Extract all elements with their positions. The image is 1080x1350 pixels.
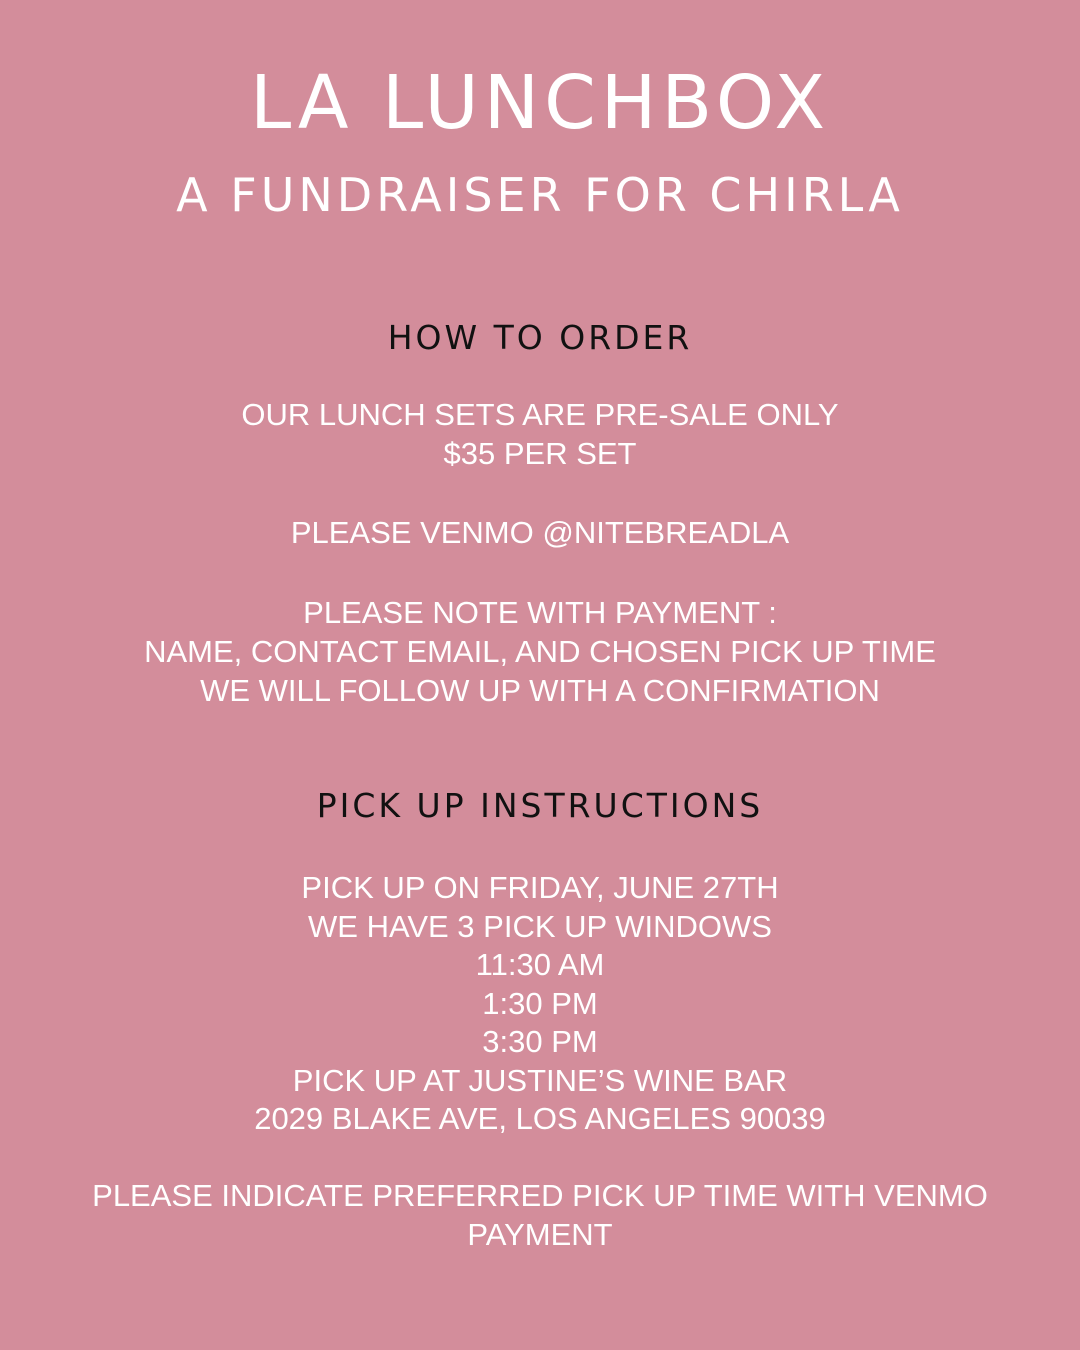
note-line: WE WILL FOLLOW UP WITH A CONFIRMATION: [200, 673, 880, 708]
payment-note: [0, 593, 1080, 710]
pick-up-location: PICK UP AT JUSTINE’S WINE BAR: [292, 1062, 788, 1098]
pick-up-heading: PICK UP INSTRUCTIONS: [316, 786, 764, 825]
pick-up-time: 3:30 PM: [482, 1024, 598, 1059]
pick-up-address: 2029 BLAKE AVE, LOS ANGELES 90039: [254, 1101, 826, 1136]
note-line: PLEASE NOTE WITH PAYMENT :: [303, 595, 777, 630]
presale-info: [0, 395, 1080, 473]
preferred-time-note: [0, 1176, 1080, 1254]
pick-up-details: [0, 869, 1080, 1139]
pick-up-line: WE HAVE 3 PICK UP WINDOWS: [308, 908, 772, 944]
final-note-line: PLEASE INDICATE PREFERRED PICK UP TIME WITH VENMO: [92, 1178, 988, 1213]
note-line: NAME, CONTACT EMAIL, AND CHOSEN PICK UP TIME: [144, 634, 936, 669]
pick-up-time: 1:30 PM: [482, 985, 598, 1021]
final-note-line: PAYMENT: [467, 1217, 613, 1252]
price-line: $35 PER SET: [443, 436, 637, 471]
how-to-order-heading: HOW TO ORDER: [387, 318, 693, 357]
presale-line: OUR LUNCH SETS ARE PRE-SALE ONLY: [241, 397, 839, 432]
poster-title: LA LUNCHBOX: [249, 60, 831, 146]
venmo-line: PLEASE VENMO @NITEBREADLA: [290, 515, 790, 550]
pick-up-time: 11:30 AM: [475, 947, 605, 982]
venmo-info: [0, 513, 1080, 552]
poster-subtitle: A FUNDRAISER FOR CHIRLA: [176, 168, 904, 222]
pick-up-line: PICK UP ON FRIDAY, JUNE 27TH: [301, 870, 779, 905]
